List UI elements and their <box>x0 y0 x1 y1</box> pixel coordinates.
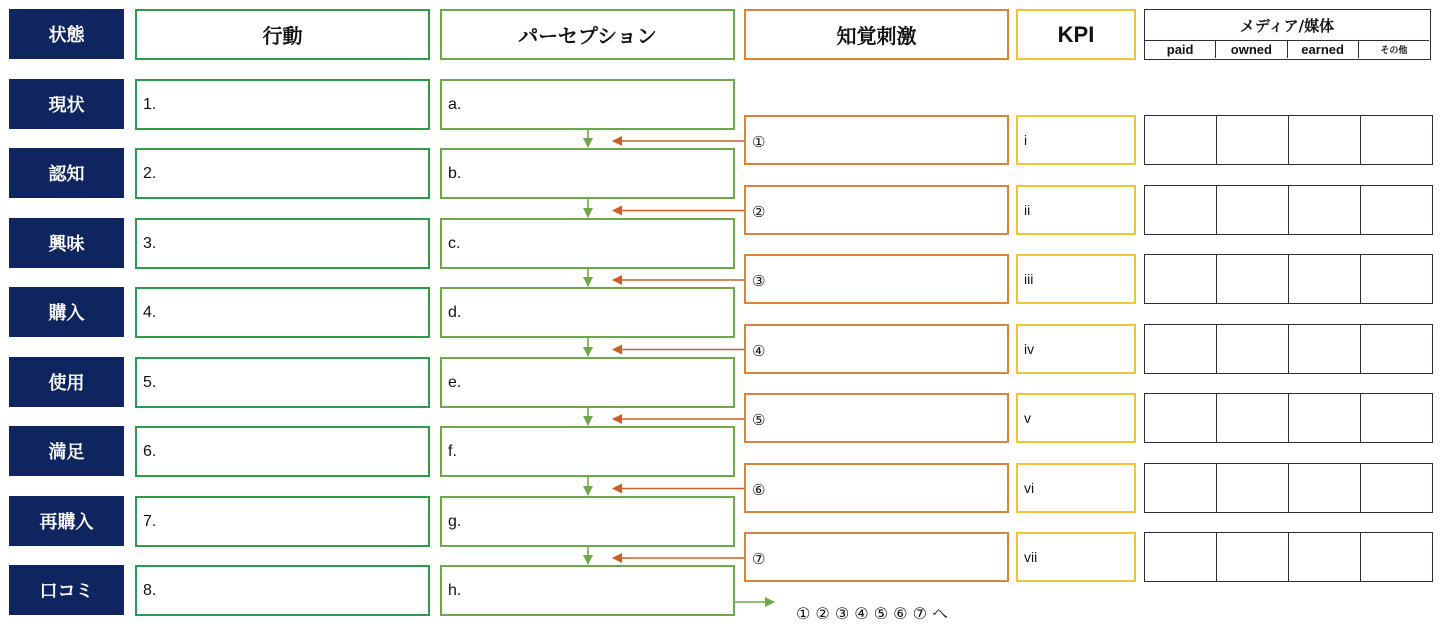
stimulus-box[interactable]: ③ <box>744 254 1009 304</box>
state-label: 認知 <box>9 148 124 198</box>
action-box[interactable]: 2. <box>135 148 430 199</box>
state-label: 使用 <box>9 357 124 407</box>
state-label: 購入 <box>9 287 124 337</box>
kpi-box[interactable]: vi <box>1016 463 1136 513</box>
media-earned-label: earned <box>1287 41 1358 58</box>
kpi-box[interactable]: vii <box>1016 532 1136 582</box>
stimulus-header: 知覚刺激 <box>744 9 1009 60</box>
perception-box[interactable]: f. <box>440 426 735 477</box>
perception-box[interactable]: a. <box>440 79 735 130</box>
stimulus-box[interactable]: ④ <box>744 324 1009 374</box>
action-box[interactable]: 6. <box>135 426 430 477</box>
state-label: 満足 <box>9 426 124 476</box>
state-label: 口コミ <box>9 565 124 615</box>
state-label: 現状 <box>9 79 124 129</box>
kpi-box[interactable]: i <box>1016 115 1136 165</box>
perception-box[interactable]: e. <box>440 357 735 408</box>
action-box[interactable]: 4. <box>135 287 430 338</box>
perception-box[interactable]: b. <box>440 148 735 199</box>
stimulus-box[interactable]: ⑦ <box>744 532 1009 582</box>
stimulus-box[interactable]: ⑤ <box>744 393 1009 443</box>
media-other-label: その他 <box>1358 41 1429 58</box>
action-box[interactable]: 7. <box>135 496 430 547</box>
action-box[interactable]: 8. <box>135 565 430 616</box>
perception-box[interactable]: c. <box>440 218 735 269</box>
media-paid-label: paid <box>1166 42 1194 57</box>
action-box[interactable]: 3. <box>135 218 430 269</box>
kpi-box[interactable]: iv <box>1016 324 1136 374</box>
kpi-box[interactable]: v <box>1016 393 1136 443</box>
stimulus-box[interactable]: ② <box>744 185 1009 235</box>
footer-sequence: ① ② ③ ④ ⑤ ⑥ ⑦ へ <box>796 603 949 623</box>
media-owned-label: owned <box>1215 41 1286 58</box>
state-label: 再購入 <box>9 496 124 546</box>
perception-box[interactable]: h. <box>440 565 735 616</box>
action-box[interactable]: 1. <box>135 79 430 130</box>
kpi-box[interactable]: ii <box>1016 185 1136 235</box>
perception-box[interactable]: g. <box>440 496 735 547</box>
action-box[interactable]: 5. <box>135 357 430 408</box>
kpi-header: KPI <box>1016 9 1136 60</box>
media-title: メディア/媒体 <box>1239 16 1335 35</box>
action-header: 行動 <box>135 9 430 60</box>
state-header: 状態 <box>9 9 124 59</box>
perception-header: パーセプション <box>440 9 735 60</box>
stimulus-box[interactable]: ⑥ <box>744 463 1009 513</box>
state-label: 興味 <box>9 218 124 268</box>
perception-box[interactable]: d. <box>440 287 735 338</box>
kpi-box[interactable]: iii <box>1016 254 1136 304</box>
stimulus-box[interactable]: ① <box>744 115 1009 165</box>
